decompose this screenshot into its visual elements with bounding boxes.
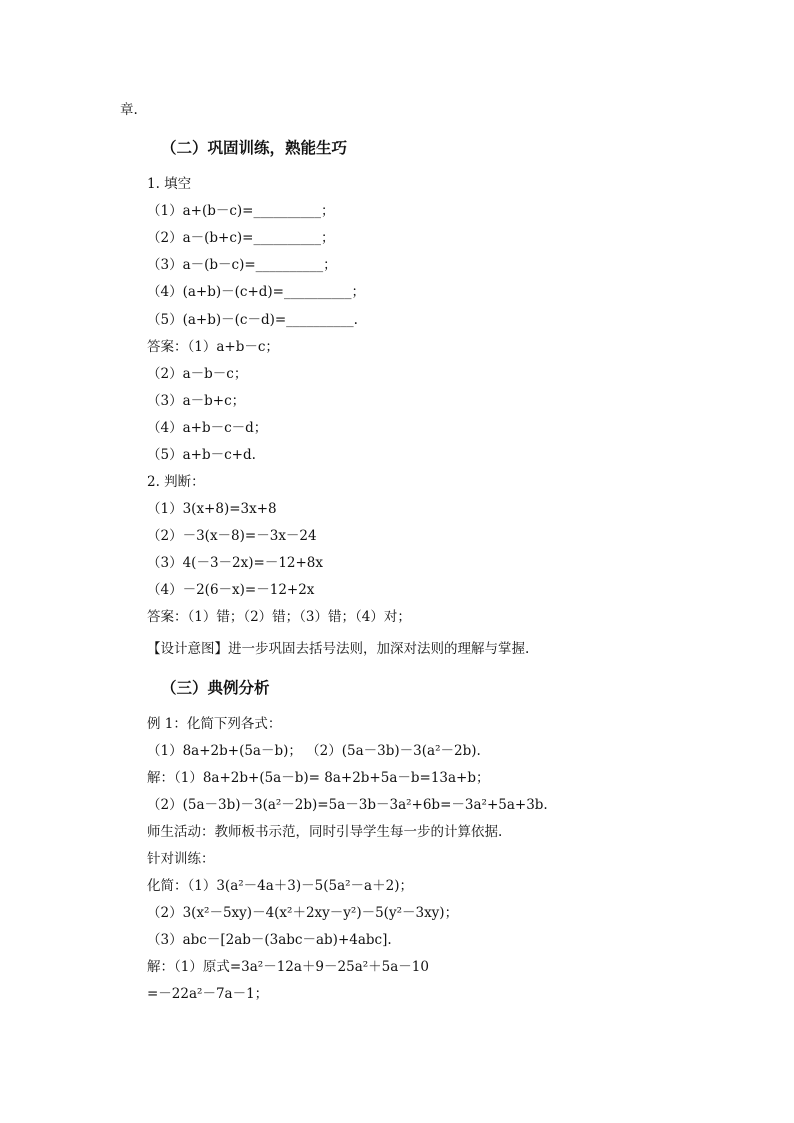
judge-item-1: （1）3(x+8)=3x+8 <box>147 501 277 517</box>
fill-item-3: （3）a－(b－c)=__________； <box>147 257 337 273</box>
example-1-items: （1）8a+2b+(5a－b)； （2）(5a－3b)－3(a²－2b). <box>147 743 481 759</box>
example-1-solution-1: 解：（1）8a+2b+(5a－b)= 8a+2b+5a－b=13a+b； <box>147 770 490 786</box>
answer-4: （4）a+b－c－d； <box>147 420 268 436</box>
fill-item-5: （5）(a+b)－(c－d)=__________. <box>147 312 358 328</box>
question-fill-blank: 1. 填空 <box>147 176 192 192</box>
judge-item-3: （3）4(－3－2x)=－12+8x <box>147 555 324 571</box>
answer-1: 答案：（1）a+b－c； <box>147 339 279 355</box>
section-heading-3: （三）典例分析 <box>161 678 270 697</box>
targeted-practice: 针对训练： <box>147 851 215 867</box>
question-judge: 2. 判断： <box>147 474 205 490</box>
solution-line-1: 解：（1）原式=3a²－12a＋9－25a²＋5a－10 <box>147 959 429 975</box>
section-heading-2: （二）巩固训练，熟能生巧 <box>161 138 348 157</box>
solution-line-2: =－22a²－7a－1； <box>147 986 269 1002</box>
example-1-title: 例 1：化简下列各式： <box>147 716 282 732</box>
simplify-item-3: （3）abc－[2ab－(3abc－ab)+4abc]. <box>147 932 392 948</box>
text-line-chapter-end: 章. <box>120 102 138 118</box>
example-1-solution-2: （2）(5a－3b)－3(a²－2b)=5a－3b－3a²+6b=－3a²+5a+3b. <box>147 797 548 813</box>
judge-item-2: （2）－3(x－8)=－3x－24 <box>147 528 317 544</box>
fill-item-4: （4）(a+b)－(c+d)=__________； <box>147 284 365 300</box>
design-intent: 【设计意图】进一步巩固去括号法则，加深对法则的理解与掌握. <box>147 641 530 657</box>
fill-item-1: （1）a+(b－c)=__________； <box>147 203 335 219</box>
judge-item-4: （4）－2(6－x)=－12+2x <box>147 582 315 598</box>
teacher-student-activity: 师生活动：教师板书示范，同时引导学生每一步的计算依据. <box>147 824 503 840</box>
simplify-item-2: （2）3(x²－5xy)－4(x²＋2xy－y²)－5(y²－3xy)； <box>147 905 459 921</box>
simplify-item-1: 化简：（1）3(a²－4a＋3)－5(5a²－a＋2)； <box>147 878 413 894</box>
answer-3: （3）a－b+c； <box>147 393 246 409</box>
answer-2: （2）a－b－c； <box>147 366 248 382</box>
judge-answers: 答案：（1）错；（2）错；（3）错；（4）对； <box>147 609 411 625</box>
answer-5: （5）a+b－c+d. <box>147 447 256 463</box>
fill-item-2: （2）a－(b+c)=__________； <box>147 230 335 246</box>
